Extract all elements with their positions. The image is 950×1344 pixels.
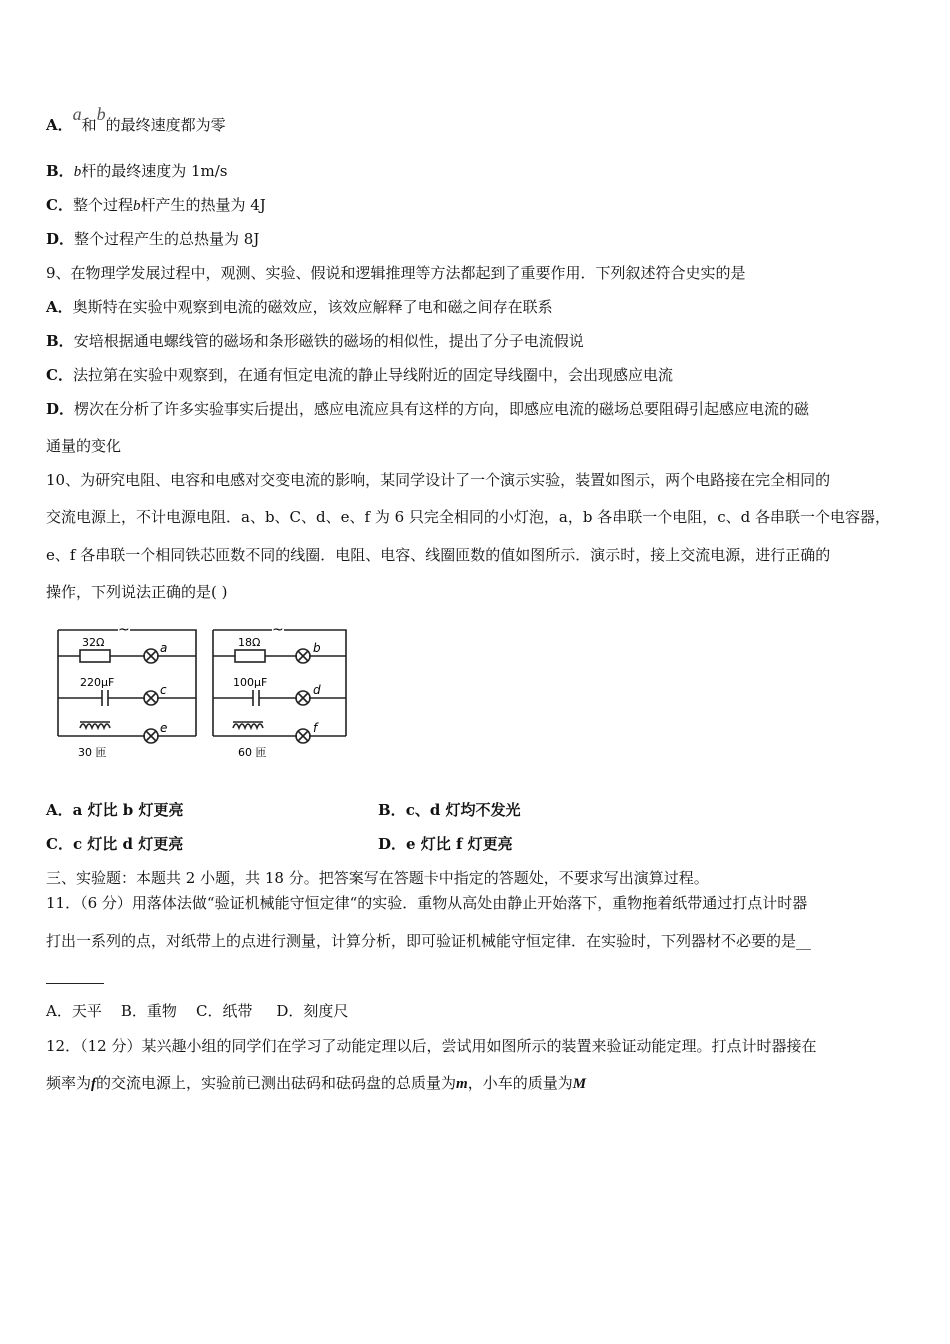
q10-c-text: c 灯比 d 灯更亮 [72, 835, 184, 853]
right-lamp-d: d [313, 683, 321, 697]
q12-var-m: m [456, 1076, 468, 1092]
q9-c-label: C． [46, 366, 73, 384]
section3-header: 三、实验题：本题共 2 小题，共 18 分。把答案写在答题卡中指定的答题处，不要求写出演算过程。 [46, 869, 709, 887]
q10-line3: e、f 各串联一个相同铁芯匝数不同的线圈．电阻、电容、线圈匝数的值如图所示．演示时，接上交流电源，进行正确的 [46, 546, 831, 564]
q8-c-var: b [132, 198, 141, 214]
right-resistor-label: 18Ω [238, 636, 261, 649]
circuit-diagram [50, 618, 350, 766]
q10-c-label: C． [46, 835, 73, 853]
q11-options: A．天平 B．重物 C．纸带 D．刻度尺 [46, 1002, 349, 1020]
q12-line1: 12．（12 分）某兴趣小组的同学们在学习了动能定理以后，尝试用如图所示的装置来验证动能定理。打点计时器接在 [46, 1037, 817, 1055]
q9-a-text: 奥斯特在实验中观察到电流的磁效应，该效应解释了电和磁之间存在联系 [72, 298, 553, 316]
q8-a-mid: 和 [81, 116, 97, 134]
q12-var-M: M [572, 1076, 587, 1092]
q10-d-label: D． [378, 835, 407, 853]
q10-line2: 交流电源上，不计电源电阻．a、b、C、d、e、f 为 6 只完全相同的小灯泡，a，b 各串联一个电阻，c、d 各串联一个电容器， [46, 508, 890, 526]
q12-line2-pre: 频率为 [46, 1074, 92, 1092]
left-resistor-label: 32Ω [82, 636, 105, 649]
q8-c-label: C． [46, 196, 73, 214]
right-lamp-b: b [313, 641, 321, 655]
q8-a-text: 的最终速度都为零 [105, 116, 226, 134]
q10-a-text: a 灯比 b 灯更亮 [72, 801, 184, 819]
q10-line1: 10、为研究电阻、电容和电感对交变电流的影响，某同学设计了一个演示实验，装置如图示，两个电路接在完全相同的 [46, 471, 831, 489]
q10-b-text: c、d 灯均不发光 [405, 801, 521, 819]
q8-d-label: D． [46, 230, 75, 248]
q8-d-text: 整个过程产生的总热量为 8J [74, 230, 260, 248]
q9-c-text: 法拉第在实验中观察到，在通有恒定电流的静止导线附近的固定导线圈中，会出现感应电流 [72, 366, 673, 384]
q9-d-label: D． [46, 400, 75, 418]
q8-b-text: 杆的最终速度为 1m/s [81, 162, 228, 180]
q8-option-c [46, 195, 266, 216]
right-capacitor-label: 100μF [233, 676, 268, 689]
q11-line1: 11．（6 分）用落体法做“验证机械能守恒定律“的实验．重物从高处由静止开始落下，重物拖着纸带通过打点计时器 [46, 894, 808, 912]
left-lamp-a: a [160, 641, 168, 655]
left-coil-label: 30 匝 [78, 746, 107, 759]
q12-var-f: f [91, 1076, 97, 1092]
q9-option-c [46, 365, 673, 385]
q8-b-label: B． [46, 162, 74, 180]
q10-option-c [46, 834, 183, 854]
q9-a-label: A． [46, 298, 73, 316]
left-capacitor-label: 220μF [80, 676, 115, 689]
q8-option-a [46, 104, 226, 135]
q11-answer-blank [46, 983, 104, 984]
q10-d-text: e 灯比 f 灯更亮 [406, 835, 513, 853]
q9-option-a [46, 297, 553, 317]
q12-line2-mid: 的交流电源上，实验前已测出砝码和砝码盘的总质量为 [96, 1074, 457, 1092]
q10-option-b [378, 800, 521, 820]
q10-b-label: B． [378, 801, 406, 819]
q9-option-d [46, 399, 809, 419]
q9-option-b [46, 331, 584, 351]
left-lamp-e: e [160, 721, 168, 735]
right-source-symbol: ~ [272, 622, 284, 638]
q9-stem: 9、在物理学发展过程中，观测、实验、假说和逻辑推理等方法都起到了重要作用．下列叙述符合史实的是 [46, 264, 746, 282]
q12-line2 [46, 1073, 586, 1094]
q8-a-var2: b [96, 104, 106, 124]
q10-a-label: A． [46, 801, 73, 819]
q9-b-text: 安培根据通电螺线管的磁场和条形磁铁的磁场的相似性，提出了分子电流假说 [73, 332, 584, 350]
right-lamp-f: f [313, 721, 318, 735]
q12-line2-mid2: ，小车的质量为 [467, 1074, 573, 1092]
q9-b-label: B． [46, 332, 74, 350]
q8-c-text: 杆产生的热量为 4J [140, 196, 266, 214]
left-lamp-c: c [160, 683, 167, 697]
q11-line2: 打出一系列的点，对纸带上的点进行测量，计算分析，即可验证机械能守恒定律．在实验时，下列器材不必要的是__ [46, 932, 812, 950]
q8-a-var1: a [72, 104, 82, 124]
q8-c-pre: 整个过程 [72, 196, 133, 214]
q10-line4: 操作，下列说法正确的是( ) [46, 583, 228, 601]
q8-a-label: A． [46, 116, 73, 134]
q8-b-var: b [73, 164, 82, 180]
q9-d-text: 楞次在分析了许多实验事实后提出，感应电流应具有这样的方向，即感应电流的磁场总要阻碍引起感应电流的磁 [74, 400, 810, 418]
q8-option-d [46, 229, 259, 249]
q9-option-d-cont: 通量的变化 [46, 437, 122, 455]
q10-option-a [46, 800, 184, 820]
q8-option-b [46, 161, 227, 182]
q10-option-d [378, 834, 513, 854]
left-source-symbol: ~ [118, 622, 130, 638]
right-coil-label: 60 匝 [238, 746, 267, 759]
